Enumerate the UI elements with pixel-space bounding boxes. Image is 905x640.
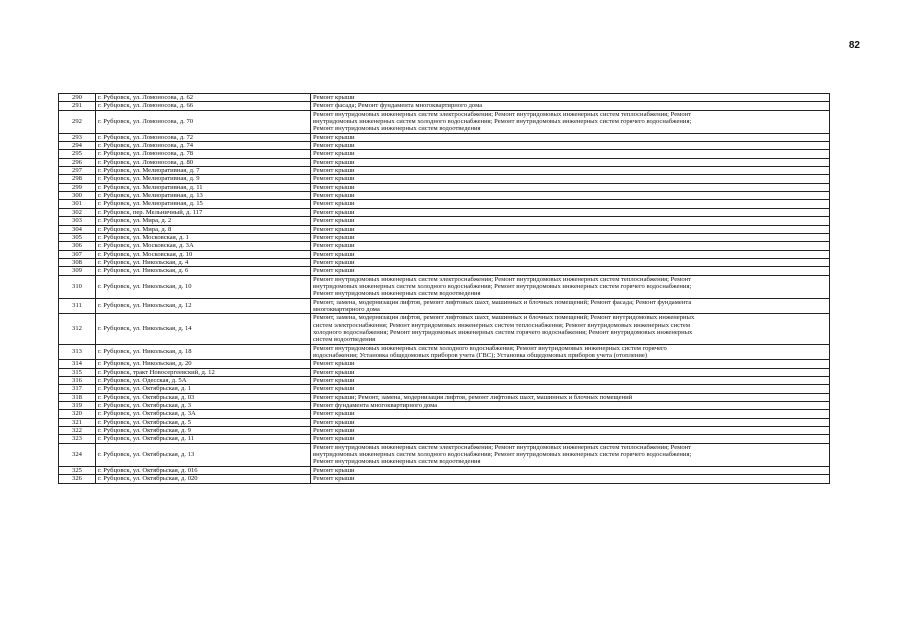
work-line: Ремонт внутридомовых инженерных систем электроснабжения; Ремонт внутридомовых инженерных систем теплоснабжения; Ремонт [313, 275, 692, 283]
table-row [59, 102, 830, 110]
table-row [59, 225, 830, 233]
address-cell: г. Рубцовск, ул. Октябрьская, д. 03 [96, 393, 311, 401]
address-cell: г. Рубцовск, ул. Никольская, д. 20 [96, 360, 311, 368]
work-line: Ремонт крыши [313, 475, 355, 483]
work-cell [311, 443, 830, 466]
address-cell: г. Рубцовск, ул. Никольская, д. 12 [96, 298, 311, 314]
work-line: Ремонт крыши [313, 242, 355, 250]
address-cell: г. Рубцовск, пер. Мельничный, д. 117 [96, 208, 311, 216]
work-line: Ремонт внутридомовых инженерных систем электроснабжения; Ремонт внутридомовых инженерных систем теплоснабжения; Ремонт [313, 443, 692, 451]
work-line: Ремонт крыши [313, 368, 355, 376]
work-line: Ремонт крыши [313, 158, 355, 166]
work-line: Ремонт фасада; Ремонт фундамента многоквартирного дома [313, 102, 483, 110]
row-number: 325 [59, 466, 96, 474]
address-cell: г. Рубцовск, ул. Ломоносова, д. 62 [96, 94, 311, 102]
work-line: Ремонт крыши [313, 233, 355, 241]
table-row [59, 435, 830, 443]
table-row [59, 183, 830, 191]
address-cell: г. Рубцовск, ул. Никольская, д. 10 [96, 275, 311, 298]
row-number: 319 [59, 402, 96, 410]
row-number: 299 [59, 183, 96, 191]
work-cell [311, 175, 830, 183]
address-cell: г. Рубцовск, ул. Ломоносова, д. 72 [96, 133, 311, 141]
table-row [59, 360, 830, 368]
table-row [59, 267, 830, 275]
work-line: Ремонт крыши [313, 250, 355, 258]
work-line: Ремонт крыши [313, 418, 355, 426]
work-line: Ремонт крыши [313, 167, 355, 175]
table-row [59, 192, 830, 200]
work-line: Ремонт фундамента многоквартирного дома [313, 402, 438, 410]
work-cell [311, 158, 830, 166]
work-line: холодного водоснабжения; Ремонт внутридомовых инженерных систем горячего водоснабжения; Ремонт внутридомовых инженерных [313, 328, 693, 336]
work-cell [311, 250, 830, 258]
table-row [59, 298, 830, 314]
table-row [59, 158, 830, 166]
work-line: Ремонт крыши [313, 175, 355, 183]
address-cell: г. Рубцовск, ул. Октябрьская, д. 1 [96, 385, 311, 393]
work-cell [311, 368, 830, 376]
work-line: Ремонт крыши [313, 94, 355, 101]
address-cell: г. Рубцовск, тракт Новосергеевский, д. 12 [96, 368, 311, 376]
work-line: Ремонт, замена, модернизация лифтов, ремонт лифтовых шахт, машинных и блочных помещений; Ремонт внутридомовых инженерных [313, 314, 695, 322]
row-number: 321 [59, 418, 96, 426]
table-row [59, 217, 830, 225]
row-number: 320 [59, 410, 96, 418]
work-line: Ремонт крыши [313, 142, 355, 150]
address-cell: г. Рубцовск, ул. Никольская, д. 18 [96, 344, 311, 360]
table-row [59, 110, 830, 133]
row-number: 311 [59, 298, 96, 314]
row-number: 291 [59, 102, 96, 110]
table-row [59, 427, 830, 435]
work-cell [311, 242, 830, 250]
work-line: Ремонт крыши; Ремонт, замена, модернизация лифтов, ремонт лифтовых шахт, машинных и блочных помещений [313, 393, 633, 401]
work-line: Ремонт крыши [313, 225, 355, 233]
table-row [59, 443, 830, 466]
work-cell [311, 192, 830, 200]
table-row [59, 208, 830, 216]
row-number: 312 [59, 314, 96, 344]
work-line: Ремонт внутридомовых инженерных систем водоотведения [313, 125, 481, 133]
work-line: Ремонт крыши [313, 200, 355, 208]
work-line: Ремонт крыши [313, 217, 355, 225]
work-line: Ремонт крыши [313, 192, 355, 200]
work-cell [311, 94, 830, 102]
address-cell: г. Рубцовск, ул. Московская, д. 1 [96, 233, 311, 241]
address-cell: г. Рубцовск, ул. Московская, д. 10 [96, 250, 311, 258]
work-line: внутридомовых инженерных систем холодного водоснабжения; Ремонт внутридомовых инженерных систем горячего водоснабжения; [313, 118, 692, 126]
work-line: Ремонт крыши [313, 267, 355, 275]
work-cell [311, 275, 830, 298]
work-line: Ремонт внутридомовых инженерных систем водоотведения [313, 290, 481, 298]
work-cell [311, 233, 830, 241]
row-number: 318 [59, 393, 96, 401]
row-number: 322 [59, 427, 96, 435]
work-line: систем электроснабжения; Ремонт внутридомовых инженерных систем теплоснабжения; Ремонт внутридомовых инженерных систем [313, 321, 691, 329]
address-cell: г. Рубцовск, ул. Мелиоративная, д. 7 [96, 167, 311, 175]
table-row [59, 402, 830, 410]
row-number: 307 [59, 250, 96, 258]
row-number: 309 [59, 267, 96, 275]
work-line: Ремонт крыши [313, 183, 355, 191]
work-line: Ремонт крыши [313, 435, 355, 443]
address-cell: г. Рубцовск, ул. Октябрьская, д. 3А [96, 410, 311, 418]
address-cell: г. Рубцовск, ул. Московская, д. 3А [96, 242, 311, 250]
address-cell: г. Рубцовск, ул. Мира, д. 2 [96, 217, 311, 225]
table-row [59, 275, 830, 298]
table-row [59, 475, 830, 483]
table-row [59, 142, 830, 150]
work-cell [311, 110, 830, 133]
work-cell [311, 183, 830, 191]
work-line: систем водоотведения [313, 336, 376, 344]
row-number: 296 [59, 158, 96, 166]
table-row [59, 393, 830, 401]
work-line: внутридомовых инженерных систем холодного водоснабжения; Ремонт внутридомовых инженерных систем горячего водоснабжения; [313, 451, 692, 459]
row-number: 316 [59, 377, 96, 385]
work-line: водоснабжения; Установка общедомовых приборов учета (ГВС); Установка общедомовых приборов учета (отопление) [313, 352, 648, 359]
address-cell: г. Рубцовск, ул. Октябрьская, д. 020 [96, 475, 311, 483]
work-line: Ремонт крыши [313, 133, 355, 141]
row-number: 305 [59, 233, 96, 241]
address-cell: г. Рубцовск, ул. Мира, д. 8 [96, 225, 311, 233]
work-line: Ремонт крыши [313, 385, 355, 393]
work-line: Ремонт крыши [313, 258, 355, 266]
row-number: 323 [59, 435, 96, 443]
work-cell [311, 393, 830, 401]
address-cell: г. Рубцовск, ул. Ломоносова, д. 78 [96, 150, 311, 158]
work-line: Ремонт крыши [313, 466, 355, 474]
address-cell: г. Рубцовск, ул. Ломоносова, д. 80 [96, 158, 311, 166]
table-row [59, 133, 830, 141]
address-cell: г. Рубцовск, ул. Никольская, д. 4 [96, 258, 311, 266]
address-cell: г. Рубцовск, ул. Октябрьская, д. 016 [96, 466, 311, 474]
work-cell [311, 435, 830, 443]
address-cell: г. Рубцовск, ул. Ломоносова, д. 74 [96, 142, 311, 150]
table-row [59, 233, 830, 241]
address-cell: г. Рубцовск, ул. Ломоносова, д. 66 [96, 102, 311, 110]
work-cell [311, 298, 830, 314]
table-row [59, 466, 830, 474]
table-row [59, 385, 830, 393]
table-row [59, 344, 830, 360]
work-line: многоквартирного дома [313, 305, 380, 313]
row-number: 293 [59, 133, 96, 141]
table-row [59, 200, 830, 208]
address-cell: г. Рубцовск, ул. Никольская, д. 14 [96, 314, 311, 344]
row-number: 297 [59, 167, 96, 175]
row-number: 300 [59, 192, 96, 200]
work-cell [311, 167, 830, 175]
work-line: Ремонт внутридомовых инженерных систем водоотведения [313, 458, 481, 466]
row-number: 290 [59, 94, 96, 102]
work-line: Ремонт крыши [313, 360, 355, 368]
address-cell: г. Рубцовск, ул. Мелиоративная, д. 11 [96, 183, 311, 191]
work-line: Ремонт внутридомовых инженерных систем холодного водоснабжения; Ремонт внутридомовых инженерных систем горячего [313, 344, 667, 352]
work-cell [311, 427, 830, 435]
work-cell [311, 360, 830, 368]
row-number: 301 [59, 200, 96, 208]
work-cell [311, 142, 830, 150]
work-line: Ремонт крыши [313, 410, 355, 418]
row-number: 310 [59, 275, 96, 298]
work-cell [311, 225, 830, 233]
work-cell [311, 402, 830, 410]
address-cell: г. Рубцовск, ул. Мелиоративная, д. 9 [96, 175, 311, 183]
table-row [59, 94, 830, 102]
row-number: 317 [59, 385, 96, 393]
row-number: 308 [59, 258, 96, 266]
repair-registry-table [58, 93, 830, 484]
row-number: 326 [59, 475, 96, 483]
row-number: 298 [59, 175, 96, 183]
address-cell: г. Рубцовск, ул. Одесская, д. 5А [96, 377, 311, 385]
table-row [59, 175, 830, 183]
work-cell [311, 344, 830, 360]
row-number: 313 [59, 344, 96, 360]
address-cell: г. Рубцовск, ул. Октябрьская, д. 11 [96, 435, 311, 443]
work-line: Ремонт крыши [313, 208, 355, 216]
work-line: Ремонт внутридомовых инженерных систем электроснабжения; Ремонт внутридомовых инженерных систем теплоснабжения; Ремонт [313, 110, 692, 118]
row-number: 315 [59, 368, 96, 376]
work-cell [311, 418, 830, 426]
table-row [59, 150, 830, 158]
address-cell: г. Рубцовск, ул. Никольская, д. 6 [96, 267, 311, 275]
registry-body [59, 94, 830, 484]
work-cell [311, 385, 830, 393]
work-cell [311, 200, 830, 208]
work-cell [311, 217, 830, 225]
table-row [59, 410, 830, 418]
row-number: 314 [59, 360, 96, 368]
address-cell: г. Рубцовск, ул. Мелиоративная, д. 13 [96, 192, 311, 200]
address-cell: г. Рубцовск, ул. Октябрьская, д. 3 [96, 402, 311, 410]
address-cell: г. Рубцовск, ул. Октябрьская, д. 9 [96, 427, 311, 435]
address-cell: г. Рубцовск, ул. Октябрьская, д. 5 [96, 418, 311, 426]
page-number: 82 [848, 40, 860, 51]
address-cell: г. Рубцовск, ул. Октябрьская, д. 13 [96, 443, 311, 466]
work-cell [311, 102, 830, 110]
work-cell [311, 466, 830, 474]
work-line: Ремонт крыши [313, 150, 355, 158]
work-cell [311, 133, 830, 141]
row-number: 324 [59, 443, 96, 466]
table-row [59, 167, 830, 175]
row-number: 306 [59, 242, 96, 250]
table-row [59, 418, 830, 426]
row-number: 295 [59, 150, 96, 158]
table-row [59, 258, 830, 266]
work-cell [311, 410, 830, 418]
work-cell [311, 208, 830, 216]
table-row [59, 314, 830, 344]
table-row [59, 377, 830, 385]
table-row [59, 368, 830, 376]
work-cell [311, 314, 830, 344]
work-line: Ремонт крыши [313, 427, 355, 435]
work-line: внутридомовых инженерных систем холодного водоснабжения; Ремонт внутридомовых инженерных систем горячего водоснабжения; [313, 282, 692, 290]
row-number: 294 [59, 142, 96, 150]
row-number: 292 [59, 110, 96, 133]
work-cell [311, 258, 830, 266]
work-cell [311, 267, 830, 275]
work-cell [311, 150, 830, 158]
row-number: 303 [59, 217, 96, 225]
work-line: Ремонт, замена, модернизация лифтов, ремонт лифтовых шахт, машинных и блочных помещений; Ремонт фасада; Ремонт фундамента [313, 298, 692, 306]
table-row [59, 242, 830, 250]
work-cell [311, 377, 830, 385]
work-line: Ремонт крыши [313, 377, 355, 385]
address-cell: г. Рубцовск, ул. Мелиоративная, д. 15 [96, 200, 311, 208]
row-number: 302 [59, 208, 96, 216]
table-row [59, 250, 830, 258]
work-cell [311, 475, 830, 483]
row-number: 304 [59, 225, 96, 233]
address-cell: г. Рубцовск, ул. Ломоносова, д. 70 [96, 110, 311, 133]
